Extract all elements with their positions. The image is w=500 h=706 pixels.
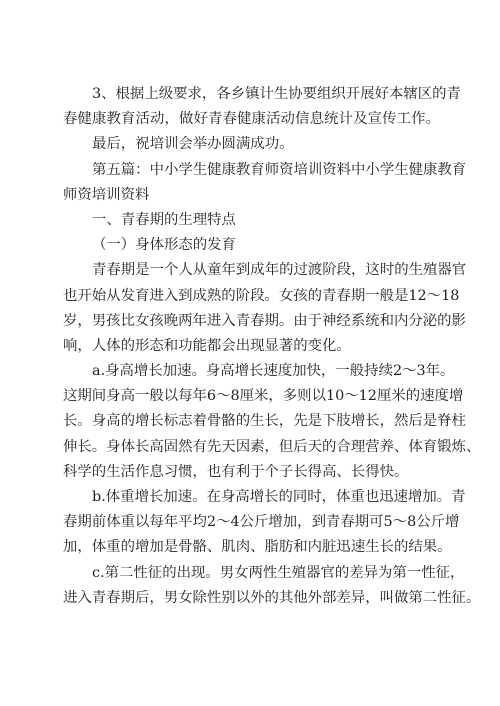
section-heading: 师资培训资料	[63, 186, 150, 203]
paragraph-line: 响，人体的形态和功能都会出现显著的变化。	[63, 337, 351, 354]
paragraph-line: 青春期是一个人从童年到成年的过渡阶段，这时的生殖器官	[92, 262, 467, 279]
paragraph-line: 进入青春期后，男女除性别以外的其他外部差异，叫做第二性征。	[63, 589, 481, 606]
paragraph-line: c.第二性征的出现。男女两性生殖器官的差异为第一性征，	[92, 564, 465, 581]
paragraph-line: 春健康教育活动，做好青春健康活动信息统计及宣传工作。	[63, 111, 440, 128]
document-body	[63, 82, 481, 611]
paragraph-line: 最后，祝培训会举办圆满成功。	[92, 136, 294, 153]
paragraph-line: 加，体重的增加是骨骼、肌肉、脂肪和内脏迅速生长的结果。	[63, 539, 452, 556]
paragraph-line: b.体重增长加速。在身高增长的同时，体重也迅速增加。青	[92, 489, 466, 505]
paragraph-line: 春期前体重以每年平均2～4公斤增加，到青春期可5～8公斤增	[63, 514, 460, 531]
paragraph-line: 3、根据上级要求，各乡镇计生协要组织开展好本辖区的青	[92, 86, 461, 102]
paragraph-line: 长。身高的增长标志着骨骼的生长，先是下肢增长，然后是脊柱	[63, 413, 466, 430]
paragraph-line: 伸长。身体长高固然有先天因素，但后天的合理营养、体育锻炼、	[63, 438, 481, 455]
paragraph-line: 这期间身高一般以每年6～8厘米，多则以10～12厘米的速度增	[63, 388, 464, 405]
chapter-heading: 一、青春期的生理特点	[92, 211, 236, 228]
paragraph-line: 也开始从发育进入到成熟的阶段。女孩的青春期一般是12～18	[63, 287, 460, 304]
paragraph-line: 科学的生活作息习惯，也有利于个子长得高、长得快。	[63, 463, 409, 480]
paragraph-line: a.身高增长加速。身高增长速度加快，一般持续2～3年。	[92, 363, 455, 380]
paragraph-line: 岁，男孩比女孩晚两年进入青春期。由于神经系统和内分泌的影	[63, 312, 466, 329]
section-heading: 第五篇：中小学生健康教育师资培训资料中小学生健康教育	[92, 161, 467, 178]
subsection-heading: （一）身体形态的发育	[92, 237, 236, 254]
